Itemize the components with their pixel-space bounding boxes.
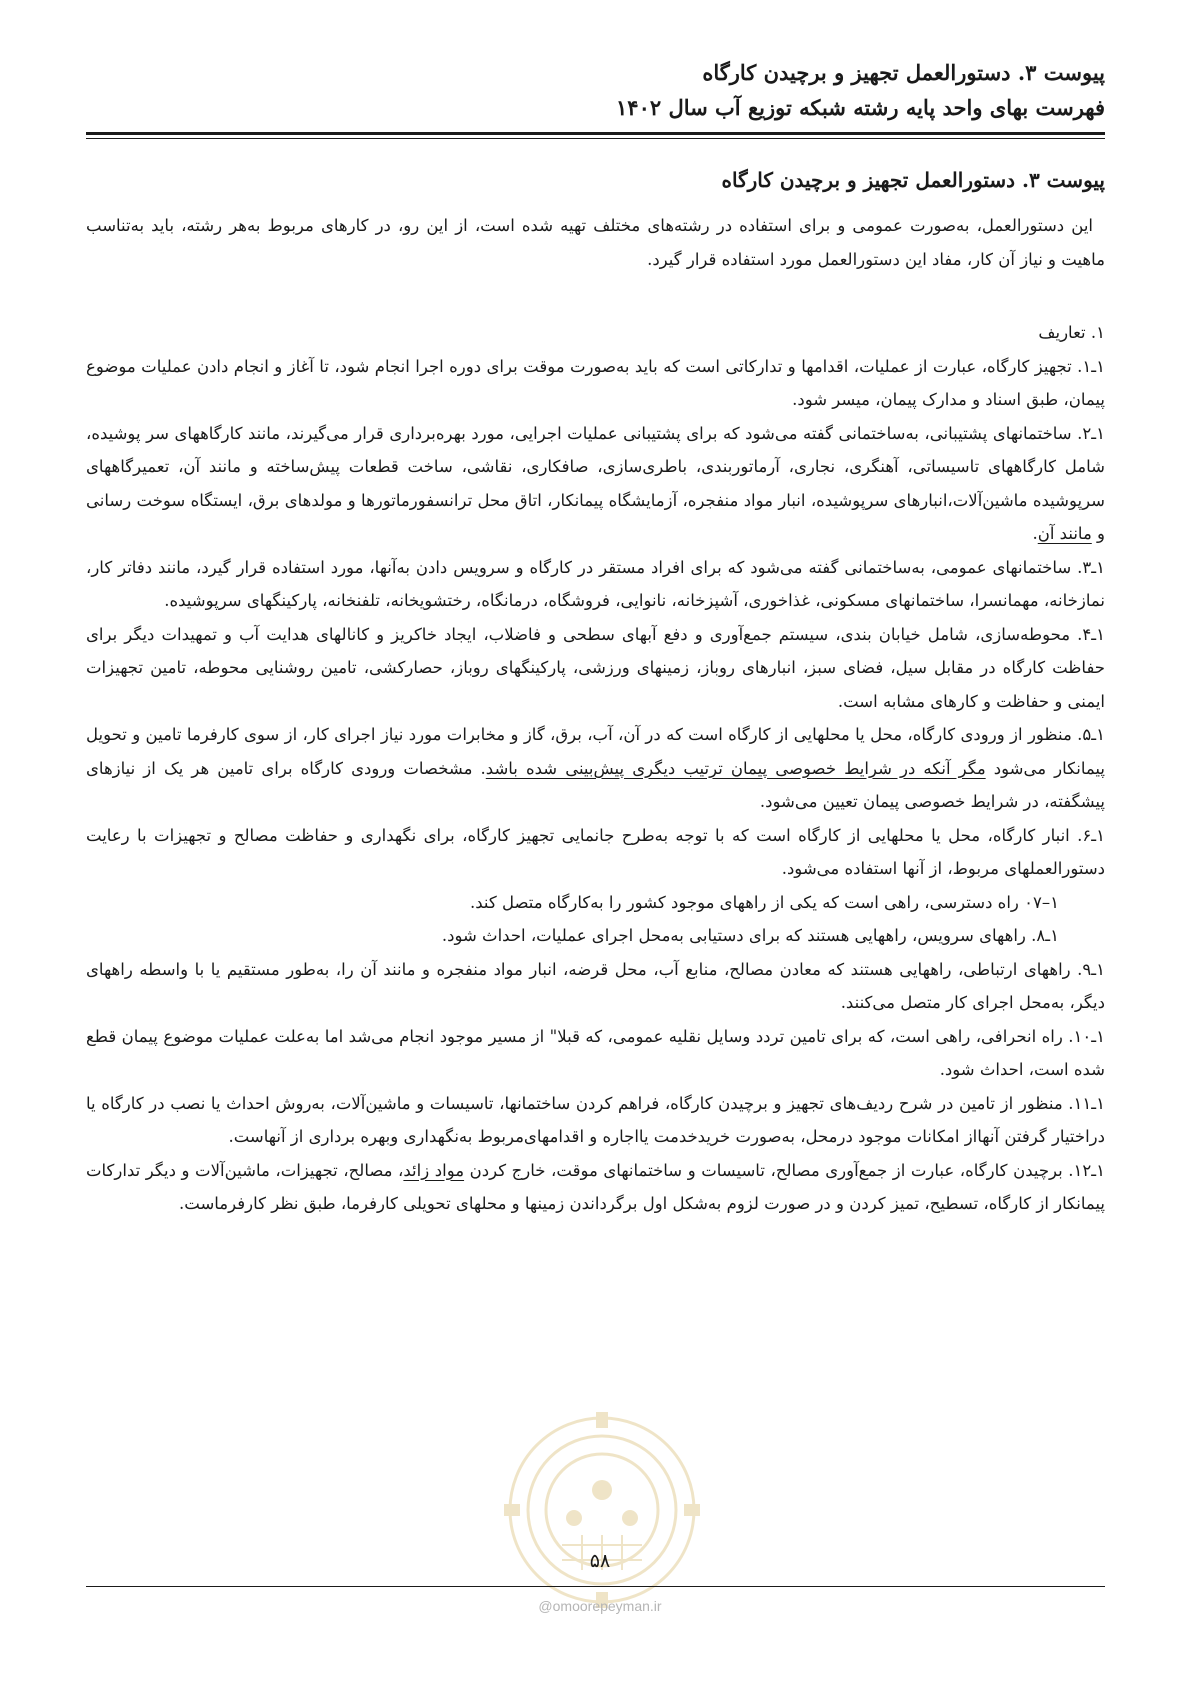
intro-paragraph: این دستورالعمل، به‌صورت عمومی و برای استفاده در رشته‌های مختلف تهیه شده است، از این رو، در کارهای مربوط به‌هر رشته، باید به‌تناسب ماهیت و نیاز آن کار، مفاد این دستورالعمل مورد استفاده قرار گیرد. xyxy=(86,216,1105,269)
page-header xyxy=(86,58,1105,124)
section-title: پیوست ۳. دستورالعمل تجهیز و برچیدن کارگاه xyxy=(721,168,1105,192)
footer-rule xyxy=(86,1586,1105,1587)
definition-1-8: ۱ـ۸. راههای سرویس، راههایی هستند که برای دستیابی به‌محل اجرای عملیات، احداث شود. xyxy=(441,926,1059,945)
definition-1-1: ۱ـ۱. تجهیز کارگاه، عبارت از عملیات، اقدامها و تدارکاتی است که باید به‌صورت موقت برای دوره اجرا انجام شود، تا آغاز و انجام دادن عملیات موضوع پیمان، طبق اسناد و مدارک پیمان، میسر شود. xyxy=(86,356,1105,409)
main-content xyxy=(86,163,1105,1221)
definition-1-12-underlined: مواد زائد xyxy=(403,1160,465,1180)
definition-1-9: ۱ـ۹. راههای ارتباطی، راههایی هستند که معادن مصالح، منابع آب، محل قرضه، انبار مواد منفجره و مانند آن را، به‌طور مستقیم یا با واسطه راههای دیگر، به‌محل اجرای کار متصل می‌کنند. xyxy=(86,959,1105,1012)
definition-1-11: ۱ـ۱۱. منظور از تامین در شرح ردیف‌های تجهیز و برچیدن کارگاه، فراهم کردن ساختمانها، تاسیسات و ماشین‌آلات، به‌روش احداث یا نصب در کارگاه یا دراختیار گرفتن آنهااز امکانات موجود درمحل، به‌صورت خریدخدمت یااجاره و اقدامهای‌مربوط به‌نگهداری وبهره برداری از آنهاست. xyxy=(86,1093,1105,1146)
definition-1-6: ۱ـ۶. انبار کارگاه، محل یا محلهایی از کارگاه است که با توجه به‌طرح جانمایی تجهیز کارگاه، برای نگهداری و حفاظت مصالح و تجهیزات با رعایت دستورالعملهای مربوط، از آنها استفاده می‌شود. xyxy=(86,825,1105,878)
definition-1-2-text: ۱ـ۲. ساختمانهای پشتیبانی، به‌ساختمانی گفته می‌شود که برای پشتیبانی عملیات اجرایی، مورد بهره‌برداری قرار می‌گیرند، مانند کارگاههای سر پوشیده، شامل کارگاههای تاسیساتی، آهنگری، نجاری، آرماتوربندی، باطری‌سازی، صافکاری، نقاشی، ساخت قطعات پیش‌ساخته و مانند آن، تعمیرگاههای سرپوشیده ماشین‌آلات،انبارهای سرپوشیده، انبار مواد منفجره، آزمایشگاه پیمانکار، اتاق محل ترانسفورماتورها و مولدهای برق، ایستگاه سوخت رسانی و xyxy=(86,423,1105,543)
page-number: ۵۸ xyxy=(589,1550,611,1572)
definition-1-12-end: ، مصالح، تجهیزات، ماشین‌آلات و دیگر تدارکات پیمانکار از کارگاه، تسطیح، تمیز کردن و در صورت لزوم به‌شکل اول برگرداندن زمینها و محلهای تحویلی کارفرما، طبق نظر کارفرماست. xyxy=(86,1160,1105,1213)
definition-1-5 xyxy=(86,718,1105,819)
header-rule-thick xyxy=(86,132,1105,135)
header-subtitle: فهرست بهای واحد پایه رشته شبکه توزیع آب سال ۱۴۰۲ xyxy=(616,95,1105,120)
definition-1-3: ۱ـ۳. ساختمانهای عمومی، به‌ساختمانی گفته می‌شود که برای افراد مستقر در کارگاه و سرویس دادن به‌آنها، مورد استفاده قرار گیرد، مانند دفاتر کار، نمازخانه، مهمانسرا، ساختمانهای مسکونی، غذاخوری، آشپزخانه، نانوایی، فروشگاه، درمانگاه، رختشویخانه، تلفنخانه، پارکینگهای سرپوشیده. xyxy=(86,557,1105,610)
gear-seal-logo-icon xyxy=(502,1410,702,1610)
definition-1-2 xyxy=(86,417,1105,551)
definition-1-5-text: ۱ـ۵. منظور از ورودی کارگاه، محل یا محلهایی از کارگاه است که در آن، آب، برق، گاز و مخابرات مورد نیاز اجرای کار، از سوی کارفرما تامین و تحویل پیمانکار می‌شود xyxy=(86,725,1105,778)
definition-1-12-text: ۱ـ۱۲. برچیدن کارگاه، عبارت از جمع‌آوری مصالح، تاسیسات و ساختمانهای موقت، خارج کردن xyxy=(469,1160,1105,1180)
header-title: پیوست ۳. دستورالعمل تجهیز و برچیدن کارگاه xyxy=(702,60,1105,85)
definition-1-4: ۱ـ۴. محوطه‌سازی، شامل خیابان بندی، سیستم جمع‌آوری و دفع آبهای سطحی و فاضلاب، ایجاد خاکریز و کانالهای هدایت آب و تمهیدات دیگر برای حفاظت کارگاه در مقابل سیل، فضای سبز، انبارهای روباز، زمینهای ورزشی، پارکینگهای روباز، حصارکشی، تامین روشنایی محوطه، تامین تجهیزات ایمنی و حفاظت و کارهای مشابه است. xyxy=(86,624,1105,711)
definitions-heading: ۱. تعاریف xyxy=(1038,323,1105,342)
definition-1-7: ۱–۰۷ راه دسترسی، راهی است که یکی از راههای موجود کشور را به‌کارگاه متصل کند. xyxy=(469,892,1059,912)
definition-1-2-underlined: مانند آن xyxy=(1037,524,1092,543)
footer-website: @omoorepeyman.ir xyxy=(538,1598,662,1614)
definition-1-2-end: . xyxy=(1032,524,1038,543)
definition-1-10: ۱ـ۱۰. راه انحرافی، راهی است، که برای تامین تردد وسایل نقلیه عمومی، که قبلا" از مسیر موجود انجام می‌شد اما به‌علت عملیات موضوع پیمان قطع شده است، احداث شود. xyxy=(86,1026,1105,1079)
definition-1-5-underlined: مگر آنکه در شرایط خصوصی پیمان ترتیب دیگری پیش‌بینی شده باشد xyxy=(485,758,986,778)
header-rule-thin xyxy=(86,138,1105,139)
definition-1-5-end: . مشخصات ورودی کارگاه برای تامین هر یک از نیازهای پیشگفته، در شرایط خصوصی پیمان تعیین می‌شود. xyxy=(86,758,1105,811)
definition-1-12 xyxy=(86,1154,1105,1221)
